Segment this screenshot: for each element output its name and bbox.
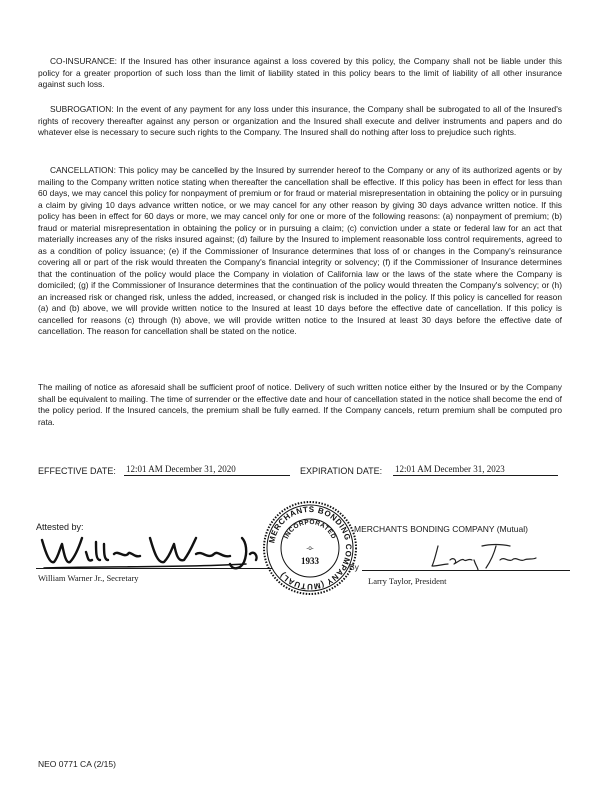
- company-name: MERCHANTS BONDING COMPANY (Mutual): [354, 524, 528, 534]
- expiration-date-label: EXPIRATION DATE:: [300, 466, 383, 476]
- cancellation-text: CANCELLATION: This policy may be cancelled by the Insured by surrender hereof to the Company or any of its authorized agents or by mailing to the Company written notice stating when thereafter the cancellation shall be effective. If this policy has been in effect for less than 60 days, we may cancel this policy for nonpayment of premium or for fraud or material misrepresentation in obtaining the policy or in pursuing a claim by giving 10 days advance written notice, or we may cancel for any other reason by giving 30 days advance written notice. If this policy has been in effect for 60 days or more, we may cancel only for one or more of the following reasons: (a) nonpayment of premium; (b) fraud or material misrepresentation in obtaining the policy or in pursuing a claim; (c) conviction under a state or federal law for an act that materially increases any of the risks insured against; (d) failure by the Insured to implement reasonable loss control requirements, agreed to as a condition of policy issuance; (e) if the Commissioner of Insurance determines that loss of or changes in the Company's reinsurance covering all or part of the risk would threaten the Company's financial integrity or solvency; (f) if the Commissioner of Insurance determines that the continuation of the policy would place the Company in violation of California law or the laws of the state where the Company is domiciled; (g) if the Commissioner of Insurance determines that the continuation of the policy would threaten the Company's solvency; or (h) an increased risk or changed risk, unless the added, increased, or changed risk is included in the policy. If this policy is cancelled for reason (a) and (b) above, we will provide written notice to the Insured at least 10 days before the effective date of cancellation. If this policy is cancelled for reasons (c) through (h) above, we will provide written notice to the Insured at least 30 days before the effective date of cancellation. The reason for cancellation shall be stated on the notice.: [38, 165, 562, 336]
- effective-date-label: EFFECTIVE DATE:: [38, 466, 116, 476]
- cancellation-clause: [38, 165, 562, 338]
- expiration-date-value: 12:01 AM December 31, 2023: [393, 464, 558, 476]
- mailing-notice-clause: [38, 382, 562, 428]
- president-name: Larry Taylor, President: [368, 576, 447, 586]
- secretary-signature-line: [36, 568, 272, 569]
- president-signature-line: [362, 570, 570, 571]
- effective-date-value: 12:01 AM December 31, 2020: [124, 464, 290, 476]
- coinsurance-text: CO-INSURANCE: If the Insured has other insurance against a loss covered by this policy, the Company shall not be liable under this policy for a greater proportion of such loss than the limit of liability stated in this policy bears to the limit of liability of all other insurance against such loss.: [38, 56, 562, 89]
- attested-by-label: Attested by:: [36, 522, 84, 532]
- seal-dash-mark: -o-: [306, 546, 314, 552]
- coinsurance-clause: [38, 56, 562, 91]
- seal-ring-text: MERCHANTS BONDING COMPANY (MUTUAL): [267, 504, 354, 592]
- president-signature-icon: [428, 540, 538, 574]
- secretary-name: William Warner Jr., Secretary: [38, 573, 139, 583]
- subrogation-clause: [38, 104, 562, 139]
- corporate-seal-icon: [262, 500, 358, 596]
- subrogation-text: SUBROGATION: In the event of any payment for any loss under this insurance, the Company shall be subrogated to all of the Insured's rights of recovery thereafter against any person or organization and the Insured shall execute and deliver instruments and papers and do whatever else is necessary to secure such rights to the Company. The Insured shall do nothing after loss to prejudice such rights.: [38, 104, 562, 137]
- form-number: NEO 0771 CA (2/15): [38, 759, 116, 769]
- svg-text:INCORPORATED: [283, 519, 337, 540]
- by-label: By: [349, 562, 359, 572]
- secretary-signature-icon: [36, 532, 266, 576]
- mailing-notice-text: The mailing of notice as aforesaid shall be sufficient proof of notice. Delivery of such written notice either by the Insured or by the Company shall be equivalent to mailing. The time of surrender or the effective date and hour of cancellation stated in the notice shall become the end of the policy period. If the Insured cancels, the premium shall be fully earned. If the Company cancels, return premium shall be computed pro rata.: [38, 382, 562, 427]
- seal-year: 1933: [301, 556, 319, 566]
- seal-inner-text: INCORPORATED: [283, 518, 338, 541]
